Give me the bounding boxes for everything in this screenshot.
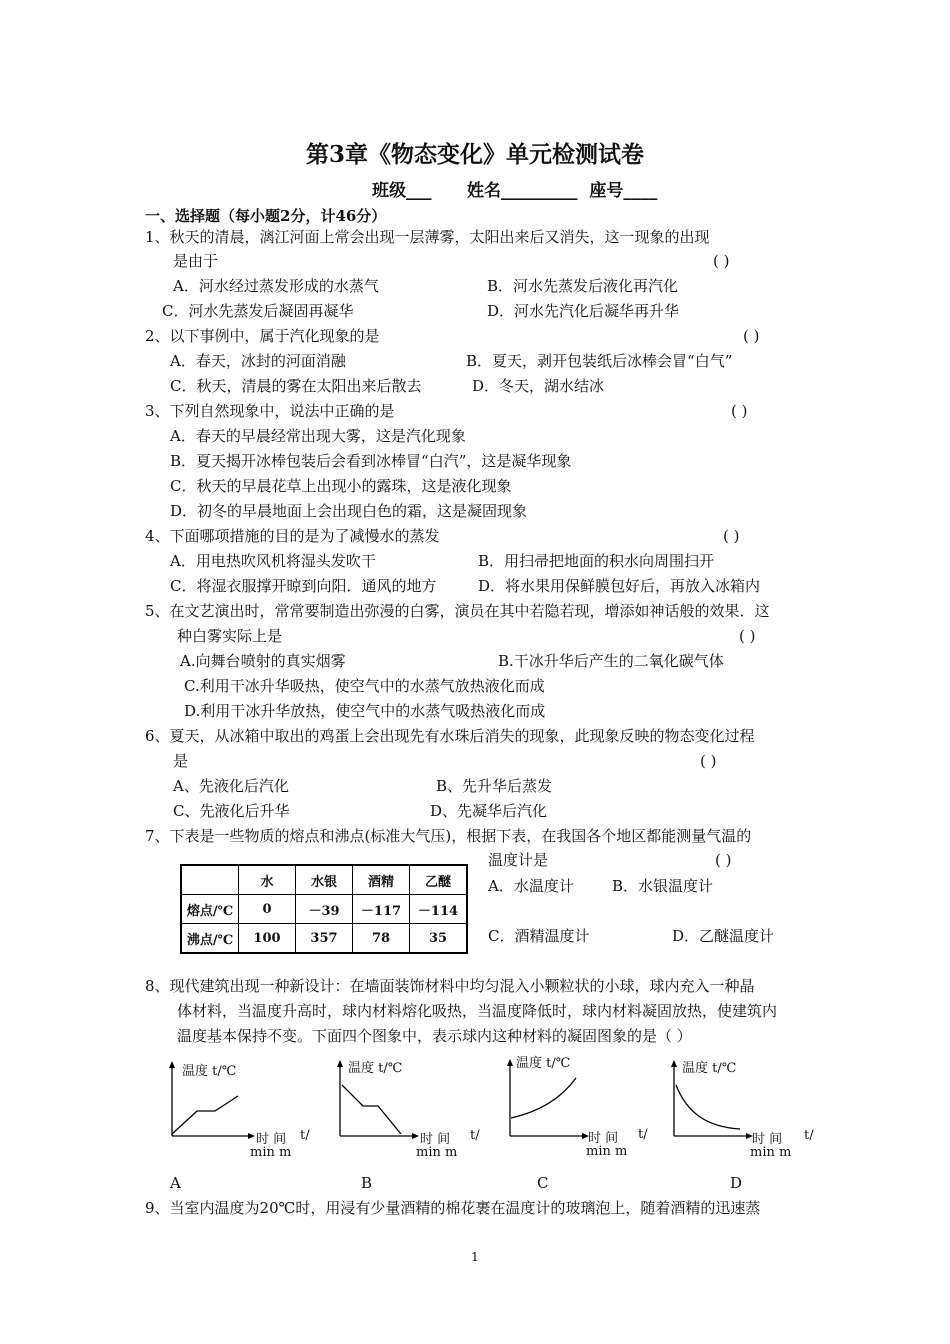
q5-stem-1: 5、在文艺演出时，常常要制造出弥漫的白雾，演员在其中若隐若现，增添如神话般的效果．这 (145, 602, 770, 620)
graph-b-xlabel: 时 间 (420, 1132, 451, 1147)
class-field: 班级___ (372, 181, 432, 201)
student-info (372, 176, 657, 201)
q1-option-a: A．河水经过蒸发形成的水蒸气 (173, 277, 379, 295)
q3-answer-paren: ( ) (731, 402, 748, 420)
q7-answer-paren: ( ) (715, 851, 732, 869)
graph-c-xlabel: 时 间 (588, 1131, 619, 1146)
q4-option-d: D．将水果用保鲜膜包好后，再放入冰箱内 (478, 577, 761, 595)
q6-option-b: B、先升华后蒸发 (436, 777, 553, 795)
q7-option-a: A．水温度计 (488, 877, 574, 895)
graph-c (498, 1052, 658, 1162)
q5-option-d: D.利用干冰升华放热，使空气中的水蒸气吸热液化而成 (184, 702, 546, 720)
q3-option-d: D．初冬的早晨地面上会出现白色的霜，这是凝固现象 (170, 502, 528, 520)
q5-stem-2: 种白雾实际上是 (177, 627, 283, 645)
table-header-cell: 酒精 (353, 865, 410, 895)
graph-a-letter: A (170, 1174, 181, 1192)
q1-stem-1: 1、秋天的清晨，漓江河面上常会出现一层薄雾，太阳出来后又消失，这一现象的出现 (145, 228, 710, 246)
graph-c-xunit2: min m (586, 1144, 628, 1159)
table-cell: 0 (239, 895, 296, 924)
q9-stem-1: 9、当室内温度为20℃时，用浸有少量酒精的棉花裹在温度计的玻璃泡上，随着酒精的迅速蒸 (145, 1199, 761, 1217)
q2-answer-paren: ( ) (743, 327, 760, 345)
table-cell: 100 (239, 924, 296, 954)
q5-answer-paren: ( ) (739, 627, 756, 645)
graph-d-xunit2: min m (750, 1145, 792, 1160)
q4-option-b: B．用扫帚把地面的积水向周围扫开 (478, 552, 715, 570)
graph-d-xlabel: 时 间 (752, 1132, 783, 1147)
graph-c-xunit: t/ (638, 1127, 648, 1142)
graph-a-xunit2: min m (250, 1145, 292, 1160)
graph-c-letter: C (537, 1174, 549, 1192)
q7-option-c: C．酒精温度计 (488, 927, 590, 945)
q7-stem-2: 温度计是 (488, 851, 549, 869)
seat-field: 座号____ (589, 181, 658, 201)
q6-option-c: C、先液化后升华 (173, 802, 290, 820)
q1-stem-2: 是由于 (173, 252, 219, 270)
q2-stem: 2、以下事例中，属于汽化现象的是 (145, 327, 380, 345)
q6-option-a: A、先液化后汽化 (173, 777, 289, 795)
q6-stem-2: 是 (173, 752, 189, 770)
graph-b (328, 1055, 488, 1163)
graph-a (160, 1058, 320, 1163)
table-row (181, 895, 467, 924)
graph-a-ylabel: 温度 t/℃ (182, 1064, 237, 1079)
table-cell: －117 (353, 895, 410, 924)
table-cell: 357 (296, 924, 353, 954)
graph-b-ylabel: 温度 t/℃ (348, 1061, 403, 1076)
q5-option-b: B.干冰升华后产生的二氧化碳气体 (498, 652, 724, 670)
q3-option-c: C．秋天的早晨花草上出现小的露珠，这是液化现象 (170, 477, 512, 495)
q2-option-a: A．春天，冰封的河面消融 (170, 352, 346, 370)
q2-option-c: C．秋天，清晨的雾在太阳出来后散去 (170, 377, 422, 395)
graph-b-xunit2: min m (416, 1145, 458, 1160)
table-header-cell: 水 (239, 865, 296, 895)
graph-d-xunit: t/ (804, 1128, 814, 1143)
table-cell: －39 (296, 895, 353, 924)
q4-option-c: C．将湿衣服撑开晾到向阳．通风的地方 (170, 577, 437, 595)
q8-stem-1: 8、现代建筑出现一种新设计：在墙面装饰材料中均匀混入小颗粒状的小球，球内充入一种晶 (145, 977, 755, 995)
table-cell: －114 (410, 895, 468, 924)
q4-option-a: A．用电热吹风机将湿头发吹干 (170, 552, 376, 570)
q8-stem-3: 温度基本保持不变。下面四个图象中，表示球内这种材料的凝固图象的是（ ） (177, 1027, 692, 1045)
page-title: 第3章《物态变化》单元检测试卷 (305, 141, 644, 168)
graph-d (662, 1055, 822, 1163)
q6-stem-1: 6、夏天，从冰箱中取出的鸡蛋上会出现先有水珠后消失的现象，此现象反映的物态变化过程 (145, 727, 755, 745)
q3-option-a: A．春天的早晨经常出现大雾，这是汽化现象 (170, 427, 466, 445)
graph-d-letter: D (730, 1174, 743, 1192)
graph-a-xlabel: 时 间 (256, 1132, 287, 1147)
q1-option-d: D．河水先汽化后凝华再升华 (487, 302, 680, 320)
q7-option-d: D．乙醚温度计 (672, 927, 775, 945)
section-heading: 一、选择题（每小题2分，计46分） (145, 207, 387, 225)
q4-answer-paren: ( ) (723, 527, 740, 545)
q2-option-b: B．夏天，剥开包装纸后冰棒会冒“白气” (466, 352, 733, 370)
graph-d-ylabel: 温度 t/℃ (682, 1061, 737, 1076)
table-row (181, 924, 467, 954)
table-header-cell: 水银 (296, 865, 353, 895)
q6-answer-paren: ( ) (700, 752, 717, 770)
q6-option-d: D、先凝华后汽化 (430, 802, 548, 820)
table-cell: 沸点/℃ (181, 924, 239, 954)
q1-option-c: C．河水先蒸发后凝固再凝华 (162, 302, 354, 320)
q7-option-b: B．水银温度计 (612, 877, 714, 895)
melting-boiling-table (180, 864, 468, 954)
q4-stem: 4、下面哪项措施的目的是为了减慢水的蒸发 (145, 527, 440, 545)
q2-option-d: D．冬天，湖水结冰 (472, 377, 605, 395)
graph-c-ylabel: 温度 t/℃ (516, 1056, 571, 1071)
table-cell: 78 (353, 924, 410, 954)
graph-b-xunit: t/ (470, 1128, 480, 1143)
table-header-cell: 乙醚 (410, 865, 468, 895)
table-cell: 熔点/℃ (181, 895, 239, 924)
table-cell: 35 (410, 924, 468, 954)
q3-stem: 3、下列自然现象中，说法中正确的是 (145, 402, 395, 420)
graph-b-letter: B (361, 1174, 373, 1192)
graph-a-xunit: t/ (300, 1128, 310, 1143)
q8-stem-2: 体材料，当温度升高时，球内材料熔化吸热，当温度降低时，球内材料凝固放热，使建筑内 (177, 1002, 778, 1020)
q1-option-b: B．河水先蒸发后液化再汽化 (487, 277, 679, 295)
q5-option-c: C.利用干冰升华吸热，使空气中的水蒸气放热液化而成 (184, 677, 545, 695)
table-header-row (181, 865, 467, 895)
page-number: 1 (471, 1250, 479, 1264)
q7-stem-1: 7、下表是一些物质的熔点和沸点(标准大气压)，根据下表，在我国各个地区都能测量气温的 (145, 827, 752, 845)
q5-option-a: A.向舞台喷射的真实烟雾 (180, 652, 346, 670)
q3-option-b: B．夏天揭开冰棒包装后会看到冰棒冒“白汽”，这是凝华现象 (170, 452, 572, 470)
q1-answer-paren: ( ) (713, 252, 730, 270)
table-header-cell (181, 865, 239, 895)
name-field: 姓名_________ (467, 181, 578, 201)
